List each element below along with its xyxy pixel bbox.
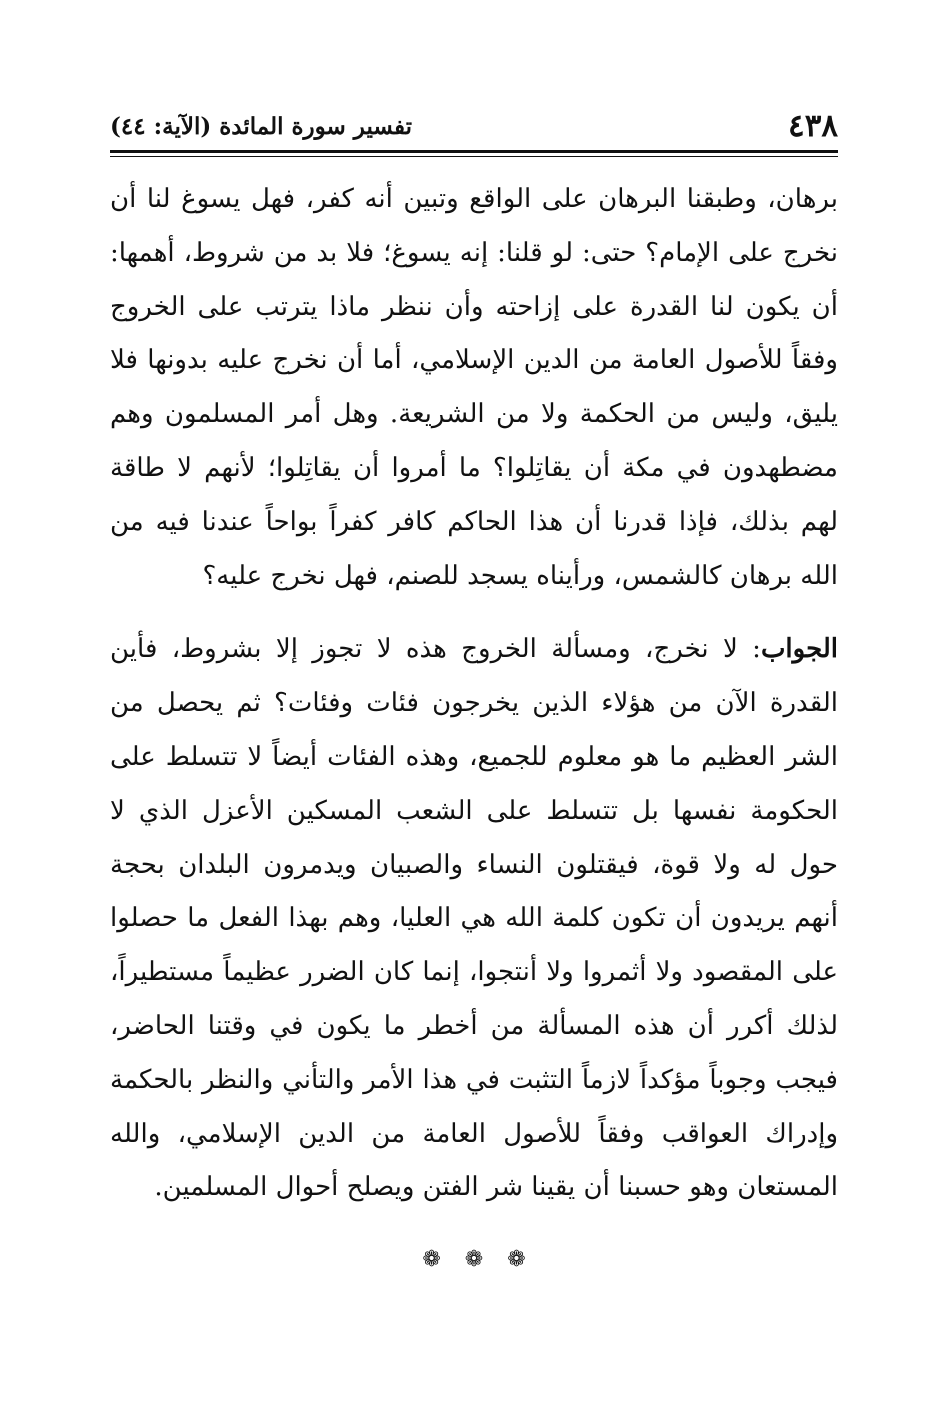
header-rule-thick <box>110 150 838 153</box>
page-number: ٤٣٨ <box>788 108 838 144</box>
flower-ornament-icon: ❁ <box>422 1247 441 1273</box>
section-end-ornaments <box>110 1249 838 1271</box>
paragraph-question: برهان، وطبقنا البرهان على الواقع وتبين أنه كفر، فهل يسوغ لنا أن نخرج على الإمام؟ حتى: لو قلنا: إنه يسوغ؛ فلا بد من شروط، أهمها: أن يكون لنا القدرة على إزاحته وأن ننظر ماذا يترتب على الخروج وفقاً للأصول العامة من الدين الإسلامي، أما أن نخرج عليه بدونها فلا يليق، وليس من الحكمة ولا من الشريعة. وهل أمر المسلمون وهم مضطهدون في مكة أن يقاتِلوا؟ ما أمروا أن يقاتِلوا؛ لأنهم لا طاقة لهم بذلك، فإذا قدرنا أن هذا الحاكم كافر كفراً بواحاً عندنا فيه من الله برهان كالشمس، ورأيناه يسجد للصنم، فهل نخرج عليه؟ <box>110 184 838 591</box>
paragraph-answer <box>110 623 838 1215</box>
chapter-title: تفسير سورة المائدة (الآية: ٤٤) <box>110 113 412 140</box>
answer-lead: الجواب <box>760 634 838 665</box>
answer-text: : لا نخرج، ومسألة الخروج هذه لا تجوز إلا بشروط، فأين القدرة الآن من هؤلاء الذين يخرجون فئات وفئات؟ ثم يحصل من الشر العظيم ما هو معلوم للجميع، وهذه الفئات أيضاً لا تتسلط على الحكومة نفسها بل تتسلط على الشعب المسكين الأعزل الذي لا حول له ولا قوة، فيقتلون النساء والصبيان ويدمرون البلدان بحجة أنهم يريدون أن تكون كلمة الله هي العليا، وهم بهذا الفعل ما حصلوا على المقصود ولا أثمروا ولا أنتجوا، إنما كان الضرر عظيماً مستطيراً، لذلك أكرر أن هذه المسألة من أخطر ما يكون في وقتنا الحاضر، فيجب وجوباً مؤكداً لازماً التثبت في هذا الأمر والتأني والنظر بالحكمة وإدراك العواقب وفقاً للأصول العامة من الدين الإسلامي، والله المستعان وهو حسبنا أن يقينا شر الفتن ويصلح أحوال المسلمين. <box>110 634 838 1203</box>
flower-ornament-icon: ❁ <box>464 1247 484 1273</box>
running-header <box>110 88 838 142</box>
flower-ornament-icon: ❁ <box>507 1247 526 1273</box>
header-rule-thin <box>110 156 838 157</box>
book-page <box>110 88 838 1271</box>
